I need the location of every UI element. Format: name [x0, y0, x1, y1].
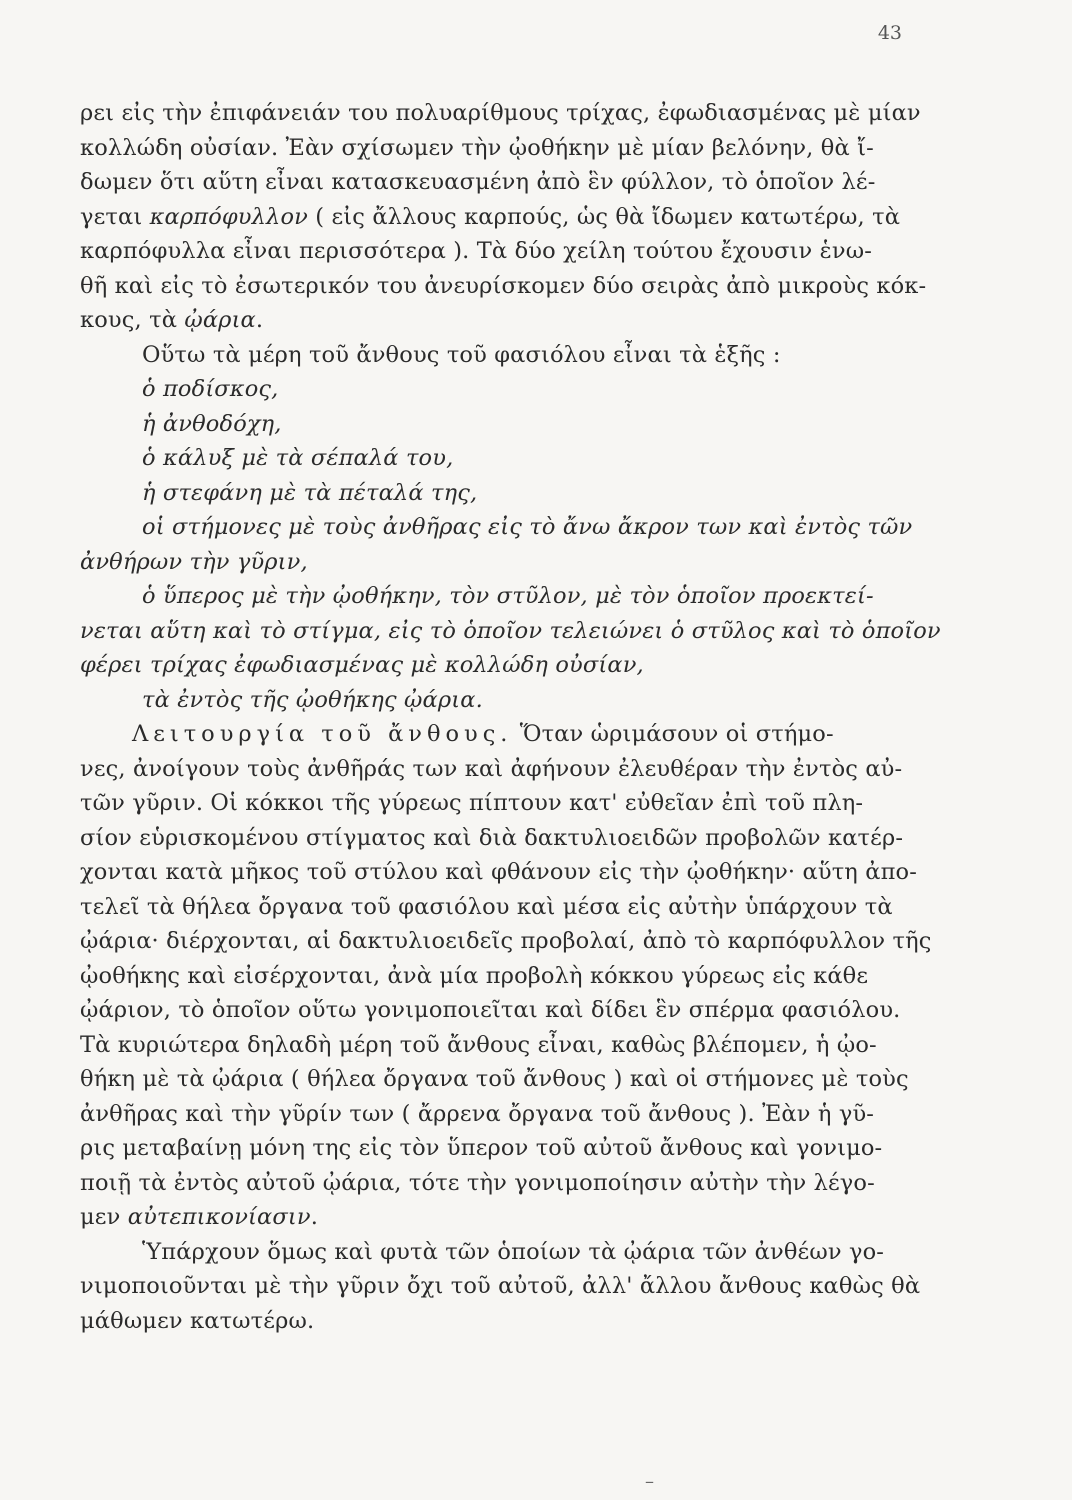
- text-line: [80, 131, 920, 166]
- body-text: [80, 96, 941, 1338]
- text-line: [80, 959, 920, 994]
- text-line: [80, 234, 920, 269]
- page-number: 43: [877, 22, 902, 44]
- text-segment: κους, τὰ: [80, 307, 185, 333]
- text-line: [80, 545, 920, 580]
- text-segment: ᾠοθήκης καὶ εἰσέρχονται, ἀνὰ μία προβολὴ κόκκου γύρεως εἰς κάθε: [80, 962, 869, 989]
- italic-term: νεται αὕτη καὶ τὸ στίγμα, εἰς τὸ ὁποῖον τελειώνει ὁ στῦλος καὶ τὸ ὁποῖον: [80, 617, 941, 644]
- text-line: [80, 476, 920, 511]
- text-segment: ρει εἰς τὴν ἐπιφάνειάν του πολυαρίθμους τρίχας, ἐφωδιασμένας μὲ μίαν: [80, 100, 921, 126]
- text-segment: ἀνθῆρας καὶ τὴν γῦρίν των ( ἄρρενα ὄργανα τοῦ ἄνθους ). Ἐὰν ἡ γῦ-: [80, 1100, 875, 1127]
- text-line: [80, 510, 920, 545]
- italic-term: ὁ ὕπερος μὲ τὴν ᾠοθήκην, τὸν στῦλον, μὲ τὸν ὁποῖον προεκτεί-: [142, 583, 874, 609]
- text-segment: .: [255, 307, 264, 333]
- text-line: [80, 683, 920, 718]
- text-segment: θῆ καὶ εἰς τὸ ἐσωτερικόν του ἀνευρίσκομεν δύο σειρὰς ἀπὸ μικροὺς κόκ-: [80, 272, 927, 299]
- text-segment: ποιῇ τὰ ἐντὸς αὐτοῦ ᾠάρια, τότε τὴν γονιμοποίησιν αὐτὴν τὴν λέγο-: [80, 1169, 875, 1196]
- text-line: [80, 752, 920, 787]
- text-line: [80, 200, 920, 235]
- text-segment: ᾠάρια· διέρχονται, αἱ δακτυλιοειδεῖς προβολαί, ἀπὸ τὸ καρπόφυλλον τῆς: [80, 928, 932, 954]
- text-segment: Ὅταν ὡριμάσουν οἱ στήμο-: [512, 721, 834, 747]
- italic-term: φέρει τρίχας ἐφωδιασμένας μὲ κολλώδη οὐσίαν,: [80, 652, 644, 678]
- text-line: [80, 96, 920, 131]
- text-line: [80, 993, 920, 1028]
- text-line: [80, 855, 920, 890]
- italic-term: τὰ ἐντὸς τῆς ᾠοθήκης ᾠάρια.: [142, 686, 483, 713]
- text-segment: ᾠάριον, τὸ ὁποῖον οὕτω γονιμοποιεῖται καὶ δίδει ἓν σπέρμα φασιόλου.: [80, 997, 901, 1023]
- text-segment: κολλώδη οὐσίαν. Ἐὰν σχίσωμεν τὴν ᾠοθήκην μὲ μίαν βελόνην, θὰ ἴ-: [80, 134, 874, 161]
- text-segment: θήκη μὲ τὰ ᾠάρια ( θήλεα ὄργανα τοῦ ἄνθους ) καὶ οἱ στήμονες μὲ τοὺς: [80, 1066, 909, 1092]
- italic-term: ἀνθήρων τὴν γῦριν,: [80, 548, 308, 575]
- text-line: [80, 579, 920, 614]
- italic-term: ἡ ἀνθοδόχη,: [142, 410, 282, 437]
- text-segment: τελεῖ τὰ θήλεα ὄργανα τοῦ φασιόλου καὶ μέσα εἰς αὐτὴν ὑπάρχουν τὰ: [80, 893, 893, 920]
- text-segment: ρις μεταβαίνῃ μόνη της εἰς τὸν ὕπερον τοῦ αὐτοῦ ἄνθους καὶ γονιμο-: [80, 1135, 883, 1161]
- text-line: [80, 372, 920, 407]
- text-line: [80, 441, 920, 476]
- text-segment: νιμοποιοῦνται μὲ τὴν γῦριν ὄχι τοῦ αὐτοῦ, ἀλλ' ἄλλου ἄνθους καθὼς θὰ: [80, 1273, 921, 1299]
- text-segment: Ὑπάρχουν ὅμως καὶ φυτὰ τῶν ὁποίων τὰ ᾠάρια τῶν ἀνθέων γο-: [142, 1238, 885, 1265]
- text-segment: Οὕτω τὰ μέρη τοῦ ἄνθους τοῦ φασιόλου εἶναι τὰ ἑξῆς :: [142, 341, 781, 368]
- text-line: [80, 303, 920, 338]
- italic-term: αὐτεπικονίασιν: [127, 1204, 311, 1230]
- italic-term: ἡ στεφάνη μὲ τὰ πέταλά της,: [142, 479, 478, 506]
- text-segment: γεται: [80, 203, 150, 230]
- text-line: [80, 924, 932, 959]
- text-line: [80, 786, 920, 821]
- text-line: [80, 890, 920, 925]
- text-line: [80, 1097, 920, 1132]
- text-segment: νες, ἀνοίγουν τοὺς ἀνθῆράς των καὶ ἀφήνουν ἐλευθέραν τὴν ἐντὸς αὐ-: [80, 755, 903, 782]
- text-line: [80, 407, 920, 442]
- italic-term: ὁ κάλυξ μὲ τὰ σέπαλά του,: [142, 445, 454, 471]
- text-segment: .: [310, 1204, 318, 1230]
- text-segment: δωμεν ὅτι αὕτη εἶναι κατασκευασμένη ἀπὸ ἓν φύλλον, τὸ ὁποῖον λέ-: [80, 169, 876, 195]
- text-line: [80, 269, 927, 304]
- text-line: [80, 717, 920, 752]
- section-heading: Λειτουργία τοῦ ἄνθους.: [132, 721, 513, 747]
- text-line: [80, 1235, 920, 1270]
- text-line: [80, 1304, 920, 1339]
- text-line: [80, 821, 920, 856]
- text-segment: Τὰ κυριώτερα δηλαδὴ μέρη τοῦ ἄνθους εἶναι, καθὼς βλέπομεν, ἡ ᾠο-: [80, 1031, 877, 1058]
- page-footer-mark: –: [645, 1471, 654, 1492]
- text-segment: τῶν γῦριν. Οἱ κόκκοι τῆς γύρεως πίπτουν κατ' εὐθεῖαν ἐπὶ τοῦ πλη-: [80, 790, 864, 816]
- italic-term: οἱ στήμονες μὲ τοὺς ἀνθῆρας εἰς τὸ ἄνω ἄκρον των καὶ ἐντὸς τῶν: [142, 514, 913, 540]
- text-segment: μάθωμεν κατωτέρω.: [80, 1307, 315, 1334]
- text-line: [80, 1028, 920, 1063]
- text-line: [80, 1131, 920, 1166]
- text-line: [80, 1269, 920, 1304]
- italic-term: ᾠάρια: [184, 307, 256, 333]
- italic-term: καρπόφυλλον: [149, 203, 308, 230]
- text-line: [80, 338, 920, 373]
- text-segment: ( εἰς ἄλλους καρπούς, ὡς θὰ ἴδωμεν κατωτέρω, τὰ: [307, 203, 901, 230]
- text-line: [80, 1200, 920, 1235]
- text-line: [80, 614, 941, 649]
- text-segment: μεν: [80, 1204, 128, 1230]
- text-line: [80, 648, 920, 683]
- text-segment: σίον εὑρισκομένου στίγματος καὶ διὰ δακτυλιοειδῶν προβολῶν κατέρ-: [80, 824, 904, 851]
- text-line: [80, 1166, 920, 1201]
- text-line: [80, 165, 920, 200]
- italic-term: ὁ ποδίσκος,: [142, 376, 279, 402]
- text-segment: χονται κατὰ μῆκος τοῦ στύλου καὶ φθάνουν εἰς τὴν ᾠοθήκην· αὕτη ἀπο-: [80, 859, 917, 885]
- text-line: [80, 1062, 920, 1097]
- text-segment: καρπόφυλλα εἶναι περισσότερα ). Τὰ δύο χείλη τούτου ἔχουσιν ἑνω-: [80, 238, 872, 264]
